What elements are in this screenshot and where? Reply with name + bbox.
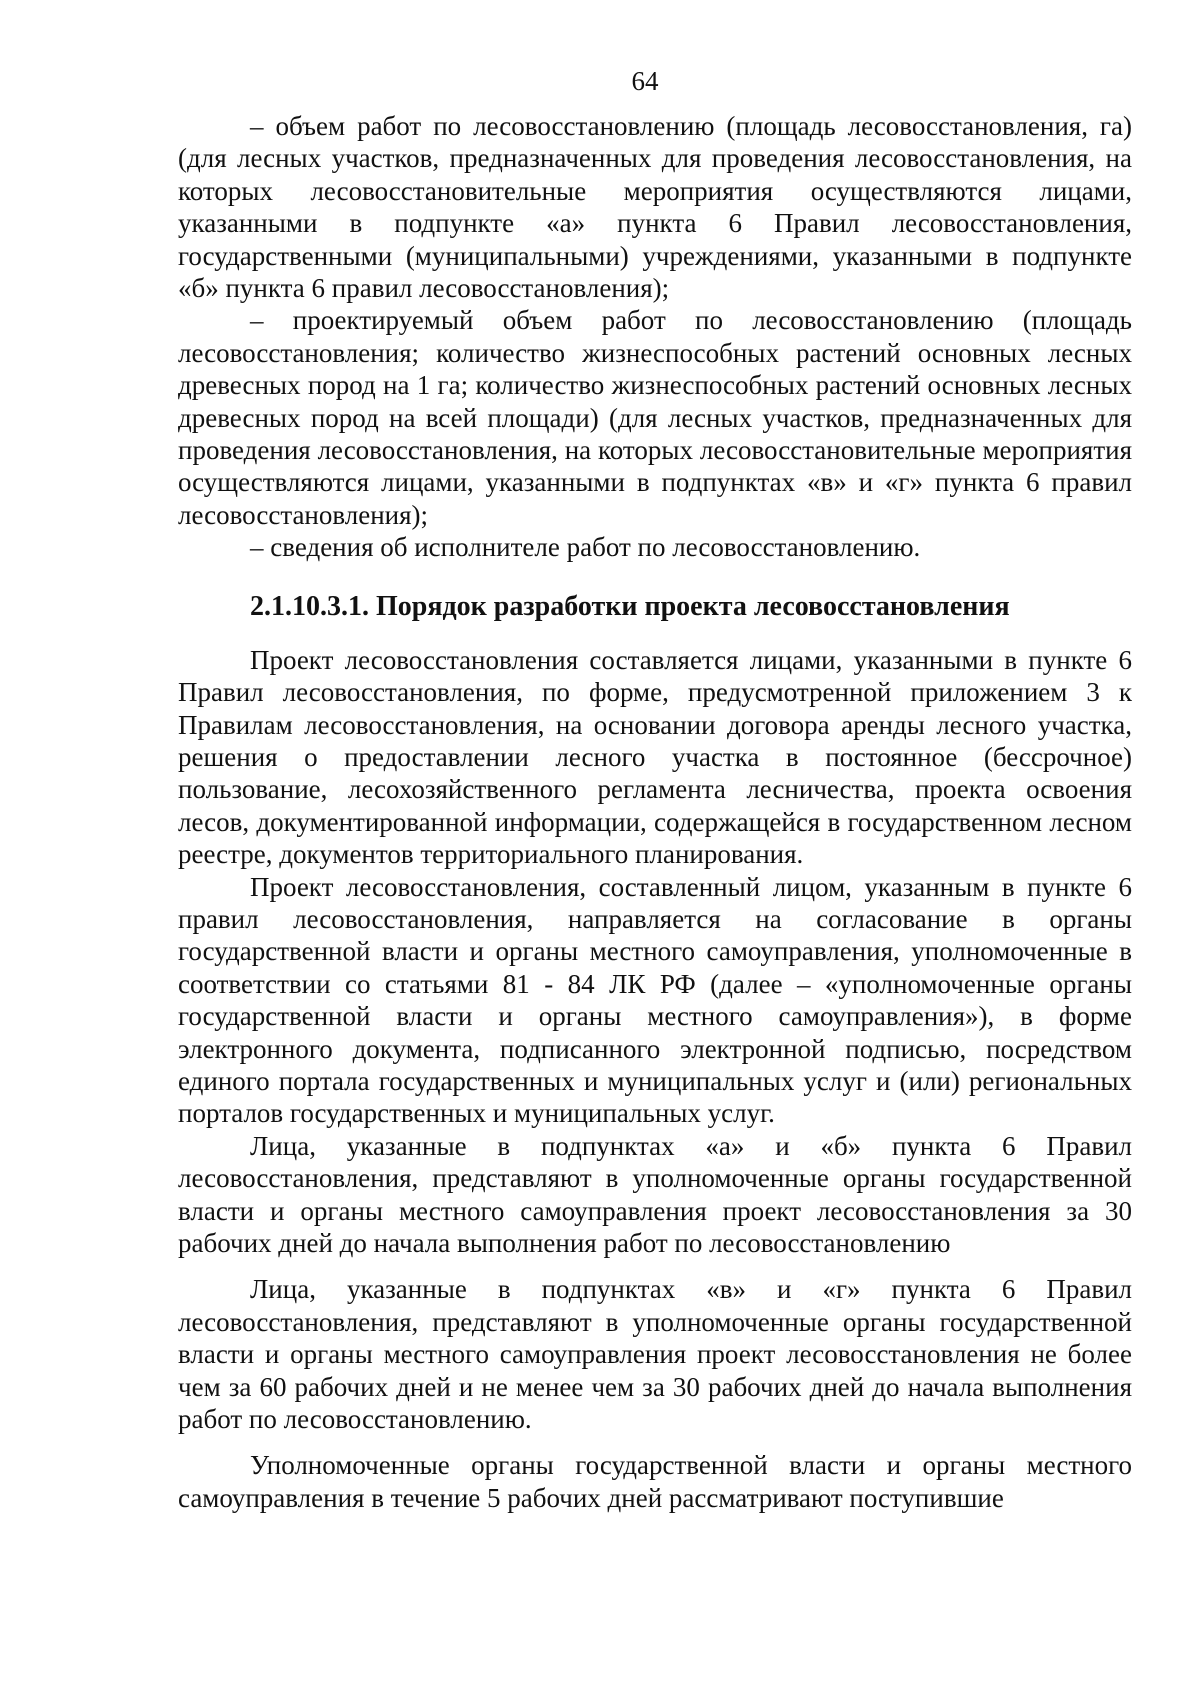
paragraph-spacer	[178, 1435, 1132, 1449]
paragraph-spacer	[178, 1259, 1132, 1273]
paragraph-review-period: Уполномоченные органы государственной власти и органы местного самоуправления в течение 5 рабочих дней рассматривают поступившие	[178, 1450, 1132, 1513]
section-heading: 2.1.10.3.1. Порядок разработки проекта лесовосстановления	[250, 590, 1010, 622]
list-item-projected-volume: – проектируемый объем работ по лесовосстановлению (площадь лесовосстановления; количество жизнеспособных растений основных лесных древесных пород на 1 га; количество жизнеспособных растений основных лесных древесных пород на всей площади) (для лесных участков, предназначенных для проведения лесовосстановления, на которых лесовосстановительные мероприятия осуществляются лицами, указанными в подпунктах «в» и «г» пункта 6 правил лесовосстановления);	[178, 305, 1132, 530]
paragraph-project-approval: Проект лесовосстановления, составленный лицом, указанным в пункте 6 правил лесовосстановления, направляется на согласование в органы государственной власти и органы местного самоуправления, уполномоченные в соответствии со статьями 81 - 84 ЛК РФ (далее – «уполномоченные органы государственной власти и органы местного самоуправления»), в форме электронного документа, подписанного электронной подписью, посредством единого портала государственных и муниципальных услуг и (или) региональных порталов государственных и муниципальных услуг.	[178, 871, 1132, 1129]
paragraph-submission-a-b: Лица, указанные в подпунктах «а» и «б» пункта 6 Правил лесовосстановления, представляют в уполномоченные органы государственной власти и органы местного самоуправления проект лесовосстановления за 30 рабочих дней до начала выполнения работ по лесовосстановлению	[178, 1130, 1132, 1258]
page-number: 64	[631, 66, 659, 96]
list-item-executor-info: – сведения об исполнителе работ по лесовосстановлению.	[250, 532, 921, 563]
list-item-work-volume: – объем работ по лесовосстановлению (площадь лесовосстановления, га) (для лесных участков, предназначенных для проведения лесовосстановления, на которых лесовосстановительные мероприятия осуществляются лицами, указанными в подпункте «а» пункта 6 Правил лесовосстановления, государственными (муниципальными) учреждениями, указанными в подпункте «б» пункта 6 правил лесовосстановления);	[178, 111, 1132, 304]
paragraph-project-drafting: Проект лесовосстановления составляется лицами, указанными в пункте 6 Правил лесовосстановления, по форме, предусмотренной приложением 3 к Правилам лесовосстановления, на основании договора аренды лесного участка, решения о предоставлении лесного участка в постоянное (бессрочное) пользование, лесохозяйственного регламента лесничества, проекта освоения лесов, документированной информации, содержащейся в государственном лесном реестре, документов территориального планирования.	[178, 644, 1132, 870]
document-body	[178, 110, 1132, 1514]
paragraph-submission-v-g: Лица, указанные в подпунктах «в» и «г» пункта 6 Правил лесовосстановления, представляют в уполномоченные органы государственной власти и органы местного самоуправления проект лесовосстановления не более чем за 60 рабочих дней и не менее чем за 30 рабочих дней до начала выполнения работ по лесовосстановлению.	[178, 1274, 1132, 1435]
